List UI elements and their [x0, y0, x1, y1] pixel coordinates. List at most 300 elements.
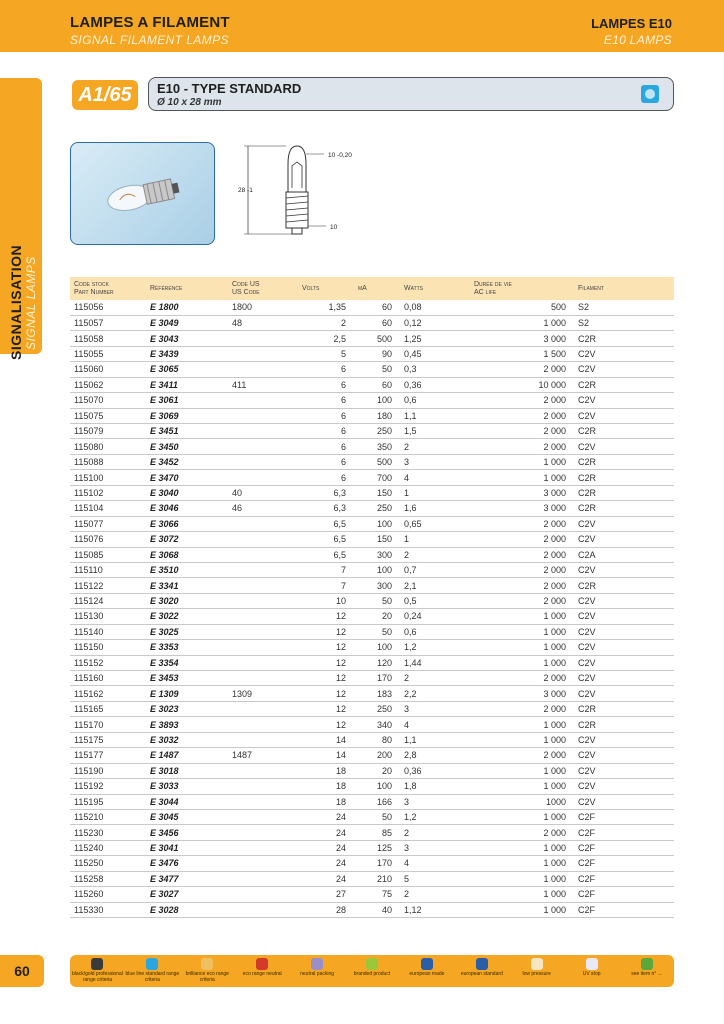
ma-cell: 100 — [354, 640, 400, 655]
us-code-cell — [228, 701, 298, 716]
legend-item — [454, 958, 509, 978]
us-code-cell — [228, 547, 298, 562]
watts-cell: 4 — [400, 717, 470, 732]
filament-cell: C2R — [574, 377, 674, 392]
volts-cell: 6,5 — [298, 547, 354, 562]
filament-cell: C2R — [574, 331, 674, 346]
legend-item — [564, 958, 619, 978]
us-code-cell — [228, 763, 298, 778]
filament-cell: C2V — [574, 640, 674, 655]
life-cell: 2 000 — [470, 748, 574, 763]
reference-cell: E 3510 — [146, 562, 228, 577]
life-cell: 2 000 — [470, 701, 574, 716]
volts-cell: 28 — [298, 902, 354, 917]
legend-label: european standard — [460, 971, 503, 977]
column-header-line1: Référence — [150, 284, 183, 292]
us-code-cell: 1309 — [228, 686, 298, 701]
part-number-cell: 115240 — [70, 840, 146, 855]
reference-cell: E 3065 — [146, 362, 228, 377]
part-number-cell: 115077 — [70, 516, 146, 531]
ma-cell: 90 — [354, 346, 400, 361]
table-row — [70, 794, 674, 809]
part-number-cell: 115162 — [70, 686, 146, 701]
watts-cell: 0,45 — [400, 346, 470, 361]
reference-cell: E 3049 — [146, 315, 228, 330]
watts-cell: 2 — [400, 547, 470, 562]
part-number-cell: 115170 — [70, 717, 146, 732]
ma-cell: 60 — [354, 315, 400, 330]
life-cell: 2 000 — [470, 439, 574, 454]
reference-cell: E 3018 — [146, 763, 228, 778]
us-code-cell — [228, 732, 298, 747]
legend-item — [345, 958, 400, 978]
european-standard-icon — [476, 958, 488, 970]
table-row — [70, 779, 674, 794]
us-code-cell — [228, 393, 298, 408]
ma-cell: 200 — [354, 748, 400, 763]
life-cell: 2 000 — [470, 393, 574, 408]
volts-cell: 18 — [298, 794, 354, 809]
volts-cell: 10 — [298, 593, 354, 608]
reference-cell: E 3470 — [146, 470, 228, 485]
volts-cell: 6,5 — [298, 516, 354, 531]
column-header — [228, 277, 298, 300]
reference-cell: E 3893 — [146, 717, 228, 732]
ma-cell: 250 — [354, 701, 400, 716]
header-title-en: SIGNAL FILAMENT LAMPS — [70, 33, 229, 47]
ma-cell: 125 — [354, 840, 400, 855]
lamp-dimension-drawing — [236, 142, 386, 247]
ma-cell: 100 — [354, 516, 400, 531]
part-number-cell: 115055 — [70, 346, 146, 361]
us-code-cell — [228, 609, 298, 624]
us-code-cell — [228, 562, 298, 577]
watts-cell: 4 — [400, 470, 470, 485]
ma-cell: 180 — [354, 408, 400, 423]
table-row — [70, 825, 674, 840]
us-code-cell — [228, 578, 298, 593]
table-row — [70, 393, 674, 408]
ma-cell: 700 — [354, 470, 400, 485]
filament-cell: C2R — [574, 470, 674, 485]
filament-cell: C2V — [574, 516, 674, 531]
part-number-cell: 115088 — [70, 454, 146, 469]
header-category-en: E10 LAMPS — [603, 33, 672, 47]
lamp-photo-icon — [71, 143, 215, 245]
ma-cell: 100 — [354, 393, 400, 408]
side-tab-en: SIGNAL LAMPS — [24, 256, 38, 350]
life-cell: 2 000 — [470, 547, 574, 562]
part-number-cell: 115110 — [70, 562, 146, 577]
filament-cell: C2R — [574, 485, 674, 500]
watts-cell: 2 — [400, 439, 470, 454]
life-cell: 2 000 — [470, 408, 574, 423]
filament-cell: C2V — [574, 624, 674, 639]
table-row — [70, 377, 674, 392]
watts-cell: 1,5 — [400, 424, 470, 439]
legend-label: branded product — [353, 971, 391, 977]
table-row — [70, 655, 674, 670]
life-cell: 3 000 — [470, 331, 574, 346]
us-code-cell — [228, 779, 298, 794]
part-number-cell: 115056 — [70, 300, 146, 315]
part-number-cell: 115260 — [70, 887, 146, 902]
table-row — [70, 300, 674, 315]
filament-cell: C2F — [574, 825, 674, 840]
reference-cell: E 3452 — [146, 454, 228, 469]
us-code-cell — [228, 809, 298, 824]
volts-cell: 18 — [298, 779, 354, 794]
us-code-cell — [228, 825, 298, 840]
filament-cell: C2F — [574, 840, 674, 855]
legend-label: UV stop — [582, 971, 601, 977]
filament-cell: C2F — [574, 887, 674, 902]
volts-cell: 5 — [298, 346, 354, 361]
watts-cell: 1 — [400, 532, 470, 547]
ma-cell: 250 — [354, 424, 400, 439]
reference-cell: E 3456 — [146, 825, 228, 840]
life-cell: 500 — [470, 300, 574, 315]
ma-cell: 250 — [354, 501, 400, 516]
volts-cell: 7 — [298, 578, 354, 593]
column-header-line2: AC life — [474, 288, 497, 296]
part-number-cell: 115192 — [70, 779, 146, 794]
volts-cell: 6 — [298, 393, 354, 408]
ma-cell: 60 — [354, 377, 400, 392]
base-dimension-label: 10 — [330, 224, 338, 231]
part-number-cell: 115100 — [70, 470, 146, 485]
blue-line-icon — [146, 958, 158, 970]
legend-label: brilliance eco range criteria — [185, 971, 229, 983]
table-row — [70, 424, 674, 439]
reference-cell: E 3040 — [146, 485, 228, 500]
watts-cell: 1,44 — [400, 655, 470, 670]
life-cell: 1 000 — [470, 609, 574, 624]
column-header — [146, 277, 228, 300]
us-code-cell: 46 — [228, 501, 298, 516]
watts-cell: 0,7 — [400, 562, 470, 577]
table-row — [70, 362, 674, 377]
legend-item — [235, 958, 290, 978]
watts-cell: 0,6 — [400, 393, 470, 408]
life-cell: 3 000 — [470, 485, 574, 500]
blue-line-icon — [641, 85, 659, 103]
us-code-cell — [228, 454, 298, 469]
part-number-cell: 115140 — [70, 624, 146, 639]
watts-cell: 2,8 — [400, 748, 470, 763]
watts-cell: 2 — [400, 825, 470, 840]
column-header-line1: Filament — [578, 284, 604, 292]
life-cell: 2 000 — [470, 593, 574, 608]
filament-cell: C2R — [574, 454, 674, 469]
reference-cell: E 3041 — [146, 840, 228, 855]
table-row — [70, 578, 674, 593]
volts-cell: 12 — [298, 671, 354, 686]
filament-cell: C2V — [574, 393, 674, 408]
legend-item — [290, 958, 345, 978]
watts-cell: 0,24 — [400, 609, 470, 624]
column-header-line2: Part Number — [74, 288, 114, 296]
ma-cell: 100 — [354, 562, 400, 577]
us-code-cell — [228, 532, 298, 547]
ma-cell: 100 — [354, 779, 400, 794]
ma-cell: 500 — [354, 331, 400, 346]
eco-range-icon — [256, 958, 268, 970]
us-code-cell — [228, 624, 298, 639]
ma-cell: 20 — [354, 763, 400, 778]
us-code-cell — [228, 593, 298, 608]
life-cell: 1 000 — [470, 640, 574, 655]
legend-item — [70, 958, 125, 983]
us-code-cell: 40 — [228, 485, 298, 500]
lamp-spec-table — [70, 277, 674, 918]
life-cell: 2 000 — [470, 532, 574, 547]
life-cell: 1 000 — [470, 887, 574, 902]
table-row — [70, 840, 674, 855]
top-dimension-label: 10 -0,20 — [328, 152, 352, 159]
volts-cell: 6 — [298, 377, 354, 392]
watts-cell: 1,1 — [400, 408, 470, 423]
volts-cell: 12 — [298, 609, 354, 624]
side-tab — [0, 78, 42, 360]
volts-cell: 24 — [298, 809, 354, 824]
reference-cell: E 3066 — [146, 516, 228, 531]
table-row — [70, 902, 674, 917]
volts-cell: 12 — [298, 701, 354, 716]
legend-item — [125, 958, 180, 983]
reference-cell: E 3022 — [146, 609, 228, 624]
part-number-cell: 115210 — [70, 809, 146, 824]
us-code-cell — [228, 346, 298, 361]
volts-cell: 27 — [298, 887, 354, 902]
reference-cell: E 3341 — [146, 578, 228, 593]
life-cell: 2 000 — [470, 562, 574, 577]
table-row — [70, 547, 674, 562]
life-cell: 1 500 — [470, 346, 574, 361]
legend-item — [619, 958, 674, 978]
filament-cell: C2V — [574, 439, 674, 454]
volts-cell: 24 — [298, 840, 354, 855]
volts-cell: 6 — [298, 454, 354, 469]
volts-cell: 2 — [298, 315, 354, 330]
filament-cell: C2V — [574, 609, 674, 624]
table-row — [70, 408, 674, 423]
us-code-cell — [228, 424, 298, 439]
life-cell: 1 000 — [470, 624, 574, 639]
reference-cell: E 3450 — [146, 439, 228, 454]
life-cell: 1 000 — [470, 779, 574, 794]
reference-cell: E 3068 — [146, 547, 228, 562]
ma-cell: 60 — [354, 300, 400, 315]
us-code-cell: 1800 — [228, 300, 298, 315]
section-title: E10 - TYPE STANDARD — [157, 81, 302, 96]
us-code-cell: 411 — [228, 377, 298, 392]
watts-cell: 1,8 — [400, 779, 470, 794]
see-item-icon — [641, 958, 653, 970]
filament-cell: C2V — [574, 362, 674, 377]
table-row — [70, 856, 674, 871]
reference-cell: E 3033 — [146, 779, 228, 794]
part-number-cell: 115057 — [70, 315, 146, 330]
ma-cell: 80 — [354, 732, 400, 747]
filament-cell: C2V — [574, 562, 674, 577]
watts-cell: 0,6 — [400, 624, 470, 639]
filament-cell: C2A — [574, 547, 674, 562]
reference-cell: E 3451 — [146, 424, 228, 439]
us-code-cell — [228, 887, 298, 902]
filament-cell: C2V — [574, 686, 674, 701]
column-header-line1: Code stock — [74, 280, 109, 288]
watts-cell: 4 — [400, 856, 470, 871]
column-header-line1: mA — [358, 284, 367, 292]
part-number-cell: 115070 — [70, 393, 146, 408]
reference-cell: E 3032 — [146, 732, 228, 747]
us-code-cell — [228, 655, 298, 670]
filament-cell: C2F — [574, 871, 674, 886]
table-row — [70, 315, 674, 330]
volts-cell: 6,3 — [298, 501, 354, 516]
watts-cell: 0,12 — [400, 315, 470, 330]
part-number-cell: 115104 — [70, 501, 146, 516]
reference-cell: E 3411 — [146, 377, 228, 392]
column-header — [354, 277, 400, 300]
part-number-cell: 115060 — [70, 362, 146, 377]
table-row — [70, 562, 674, 577]
legend-label: see item n° ... — [631, 971, 662, 977]
part-number-cell: 115330 — [70, 902, 146, 917]
legend-label: black/gold professional range criteria — [72, 971, 123, 983]
filament-cell: C2R — [574, 578, 674, 593]
life-cell: 1 000 — [470, 902, 574, 917]
life-cell: 3 000 — [470, 501, 574, 516]
us-code-cell — [228, 470, 298, 485]
filament-cell: C2F — [574, 856, 674, 871]
watts-cell: 3 — [400, 794, 470, 809]
watts-cell: 2 — [400, 671, 470, 686]
column-header-line1: Code US — [232, 280, 260, 288]
column-header — [70, 277, 146, 300]
ma-cell: 350 — [354, 439, 400, 454]
life-cell: 1 000 — [470, 763, 574, 778]
header-category-fr: LAMPES E10 — [591, 16, 672, 31]
life-cell: 2 000 — [470, 516, 574, 531]
filament-cell: C2V — [574, 748, 674, 763]
volts-cell: 18 — [298, 763, 354, 778]
reference-cell: E 3044 — [146, 794, 228, 809]
reference-cell: E 3020 — [146, 593, 228, 608]
life-cell: 1 000 — [470, 856, 574, 871]
reference-cell: E 3072 — [146, 532, 228, 547]
ma-cell: 170 — [354, 856, 400, 871]
ma-cell: 500 — [354, 454, 400, 469]
ma-cell: 166 — [354, 794, 400, 809]
part-number-cell: 115062 — [70, 377, 146, 392]
volts-cell: 6,5 — [298, 532, 354, 547]
part-number-cell: 115124 — [70, 593, 146, 608]
volts-cell: 6,3 — [298, 485, 354, 500]
table-row — [70, 609, 674, 624]
column-header-line1: Volts — [302, 284, 320, 292]
filament-cell: C2V — [574, 532, 674, 547]
ma-cell: 210 — [354, 871, 400, 886]
part-number-cell: 115230 — [70, 825, 146, 840]
ma-cell: 20 — [354, 609, 400, 624]
page-number: 60 — [0, 955, 44, 987]
filament-cell: C2V — [574, 794, 674, 809]
filament-cell: C2V — [574, 346, 674, 361]
watts-cell: 2 — [400, 887, 470, 902]
reference-cell: E 3439 — [146, 346, 228, 361]
uv-stop-icon — [586, 958, 598, 970]
table-row — [70, 809, 674, 824]
us-code-cell: 48 — [228, 315, 298, 330]
table-row — [70, 454, 674, 469]
life-cell: 10 000 — [470, 377, 574, 392]
us-code-cell — [228, 856, 298, 871]
ma-cell: 300 — [354, 578, 400, 593]
legend-item — [509, 958, 564, 978]
part-number-cell: 115122 — [70, 578, 146, 593]
reference-cell: E 3069 — [146, 408, 228, 423]
table-row — [70, 439, 674, 454]
reference-cell: E 3061 — [146, 393, 228, 408]
legend-label: eco range neutral — [242, 971, 282, 977]
us-code-cell: 1487 — [228, 748, 298, 763]
european-made-icon — [421, 958, 433, 970]
table-row — [70, 748, 674, 763]
volts-cell: 7 — [298, 562, 354, 577]
ma-cell: 150 — [354, 532, 400, 547]
black-gold-icon — [91, 958, 103, 970]
table-row — [70, 701, 674, 716]
section-subtitle: Ø 10 x 28 mm — [157, 97, 222, 108]
watts-cell: 0,65 — [400, 516, 470, 531]
ma-cell: 50 — [354, 362, 400, 377]
volts-cell: 6 — [298, 408, 354, 423]
lamp-photo — [70, 142, 215, 245]
ma-cell: 120 — [354, 655, 400, 670]
table-row — [70, 871, 674, 886]
reference-cell: E 3025 — [146, 624, 228, 639]
filament-cell: C2F — [574, 902, 674, 917]
watts-cell: 0,36 — [400, 763, 470, 778]
reference-cell: E 3476 — [146, 856, 228, 871]
table-row — [70, 470, 674, 485]
volts-cell: 6 — [298, 424, 354, 439]
life-cell: 1 000 — [470, 655, 574, 670]
section-code-badge: A1/65 — [72, 80, 138, 110]
filament-cell: C2V — [574, 593, 674, 608]
table-row — [70, 732, 674, 747]
column-header-line1: Watts — [404, 284, 424, 292]
table-row — [70, 640, 674, 655]
life-cell: 2 000 — [470, 424, 574, 439]
volts-cell: 1,35 — [298, 300, 354, 315]
table-row — [70, 593, 674, 608]
column-header — [298, 277, 354, 300]
legend-label: european made — [409, 971, 445, 977]
watts-cell: 1,1 — [400, 732, 470, 747]
life-cell: 1 000 — [470, 840, 574, 855]
volts-cell: 12 — [298, 655, 354, 670]
watts-cell: 2,1 — [400, 578, 470, 593]
column-header — [400, 277, 470, 300]
volts-cell: 6 — [298, 439, 354, 454]
part-number-cell: 115076 — [70, 532, 146, 547]
us-code-cell — [228, 408, 298, 423]
part-number-cell: 115085 — [70, 547, 146, 562]
branded-product-icon — [366, 958, 378, 970]
